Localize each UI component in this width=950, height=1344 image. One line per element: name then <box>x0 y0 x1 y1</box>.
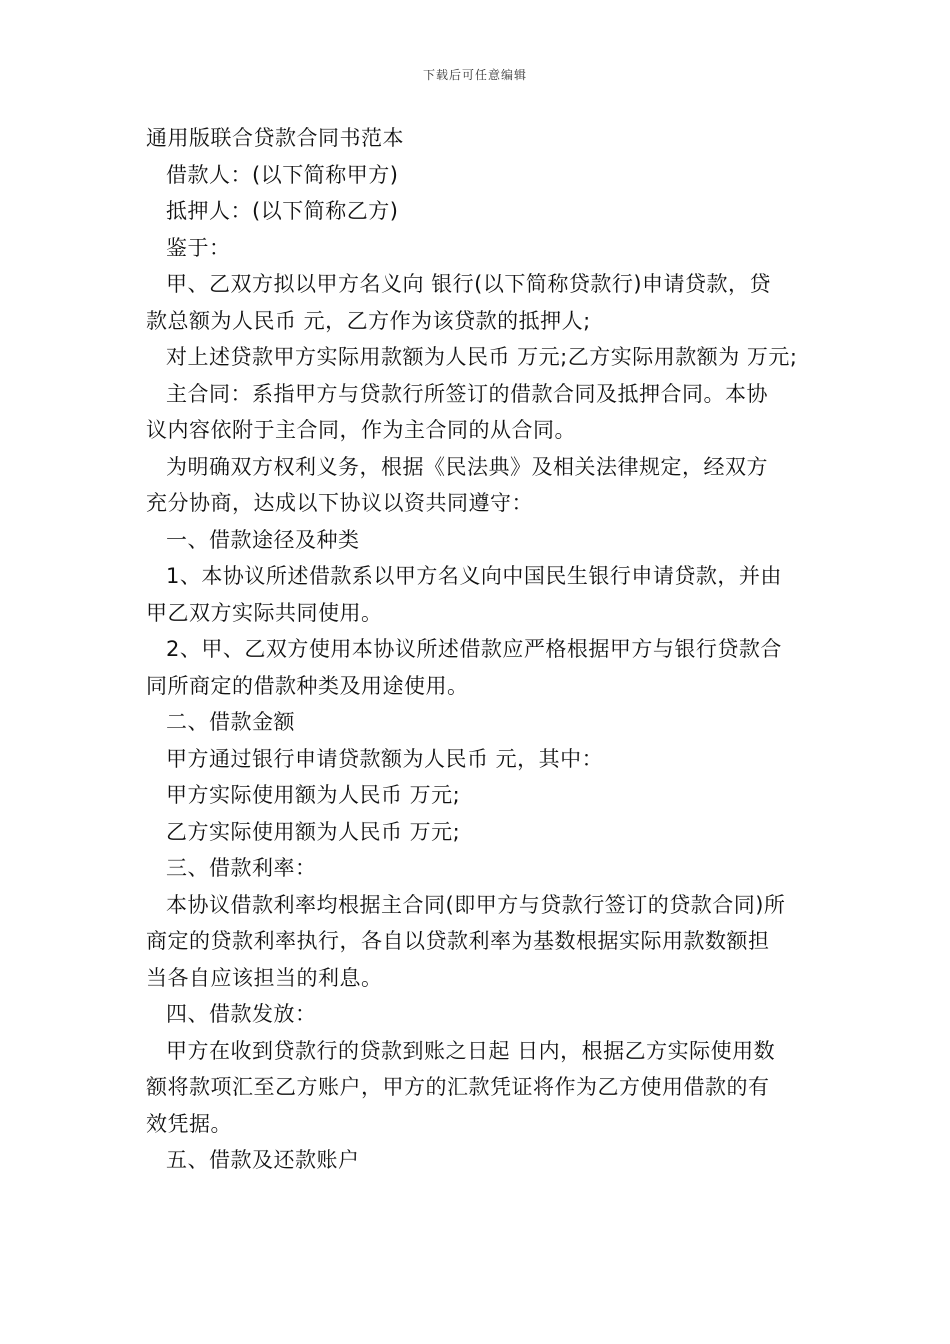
doc-line: 2、甲、乙双方使用本协议所述借款应严格根据甲方与银行贷款合 <box>166 637 782 661</box>
doc-line: 甲、乙双方拟以甲方名义向 银行(以下简称贷款行)申请贷款，贷 <box>166 272 772 296</box>
doc-line: 款总额为人民币 元，乙方作为该贷款的抵押人; <box>146 308 591 333</box>
doc-line: 同所商定的借款种类及用途使用。 <box>146 673 469 698</box>
section-heading: 二、借款金额 <box>166 710 295 734</box>
doc-line: 抵押人：(以下简称乙方) <box>166 199 399 223</box>
document-title: 通用版联合贷款合同书范本 <box>146 126 404 150</box>
doc-line: 借款人：(以下简称甲方) <box>166 162 399 187</box>
doc-line: 1、本协议所述借款系以甲方名义向中国民生银行申请贷款，并由 <box>166 564 782 588</box>
section-heading: 四、借款发放： <box>166 1002 317 1026</box>
doc-line: 乙方实际使用额为人民币 万元; <box>166 819 461 844</box>
doc-line: 效凭据。 <box>146 1111 232 1136</box>
doc-line: 本协议借款利率均根据主合同(即甲方与贷款行签订的贷款合同)所 <box>166 892 786 917</box>
doc-line: 甲方实际使用额为人民币 万元; <box>166 783 461 807</box>
header-note: 下载后可任意编辑 <box>422 68 527 82</box>
doc-line: 充分协商，达成以下协议以资共同遵守： <box>146 491 533 515</box>
doc-line: 主合同：系指甲方与贷款行所签订的借款合同及抵押合同。本协 <box>166 381 768 406</box>
section-heading: 一、借款途径及种类 <box>166 527 360 552</box>
doc-line: 甲乙双方实际共同使用。 <box>146 600 383 625</box>
document-body <box>146 120 810 1179</box>
section-heading: 五、借款及还款账户 <box>166 1148 360 1172</box>
doc-line: 为明确双方权利义务，根据《民法典》及相关法律规定，经双方 <box>166 454 768 479</box>
doc-line: 额将款项汇至乙方账户，甲方的汇款凭证将作为乙方使用借款的有 <box>146 1075 770 1099</box>
doc-line: 对上述贷款甲方实际用款额为人民币 万元;乙方实际用款额为 万元; <box>166 345 798 369</box>
doc-line: 甲方通过银行申请贷款额为人民币 元，其中： <box>166 746 604 771</box>
doc-line: 鉴于： <box>166 235 231 260</box>
doc-line: 商定的贷款利率执行，各自以贷款利率为基数根据实际用款数额担 <box>146 929 770 953</box>
doc-line: 甲方在收到贷款行的贷款到账之日起 日内，根据乙方实际使用数 <box>166 1038 776 1063</box>
doc-line: 当各自应该担当的利息。 <box>146 965 383 990</box>
section-heading: 三、借款利率： <box>166 856 317 880</box>
doc-line: 议内容依附于主合同，作为主合同的从合同。 <box>146 418 576 442</box>
